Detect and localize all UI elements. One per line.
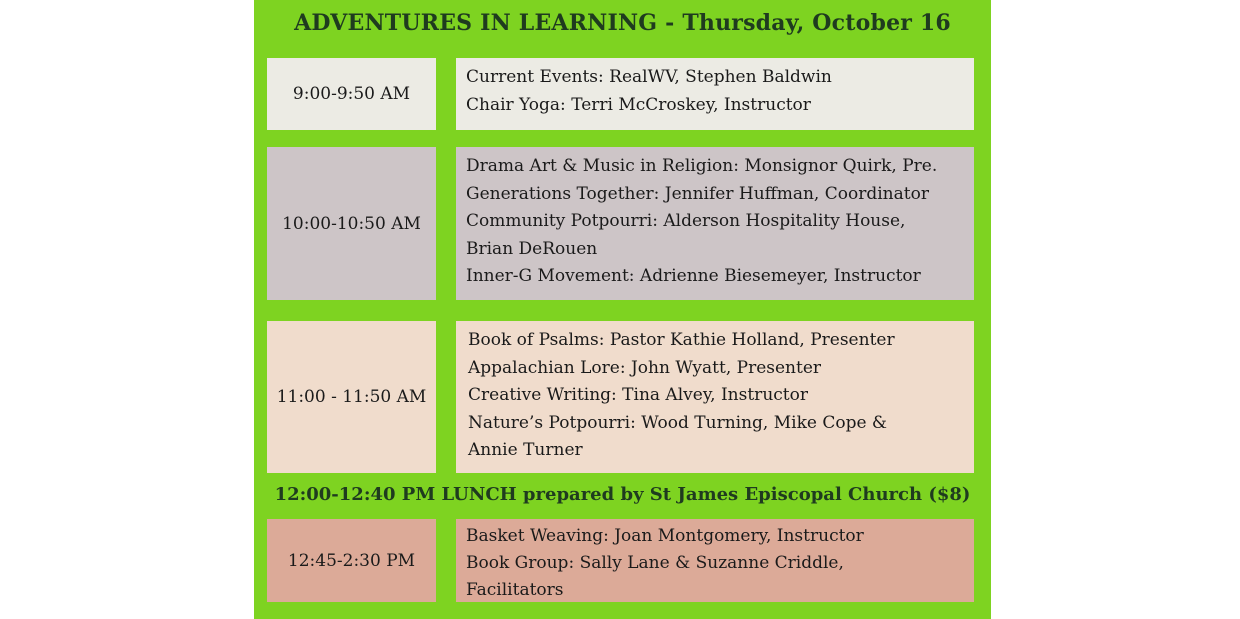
session-line: Drama Art & Music in Religion: Monsignor Quirk, Pre. bbox=[466, 156, 938, 176]
session-line: Facilitators bbox=[466, 580, 564, 600]
session-details-4 bbox=[456, 519, 974, 602]
lunch-banner: 12:00-12:40 PM LUNCH prepared by St James Episcopal Church ($8) bbox=[274, 484, 971, 505]
session-line: Chair Yoga: Terri McCroskey, Instructor bbox=[466, 94, 811, 115]
session-line: Annie Turner bbox=[468, 440, 583, 460]
session-line: Generations Together: Jennifer Huffman, Coordinator bbox=[466, 183, 929, 204]
time-label: 9:00-9:50 AM bbox=[292, 84, 411, 104]
time-slot-2 bbox=[267, 147, 436, 300]
schedule-board bbox=[254, 0, 991, 619]
session-line: Nature’s Potpourri: Wood Turning, Mike Cope & bbox=[468, 412, 888, 433]
session-line: Community Potpourri: Alderson Hospitality House, bbox=[466, 211, 906, 231]
time-slot-1 bbox=[267, 58, 436, 130]
session-line: Inner-G Movement: Adrienne Biesemeyer, Instructor bbox=[466, 266, 921, 286]
time-label: 12:45-2:30 PM bbox=[287, 550, 416, 571]
time-slot-3 bbox=[267, 321, 436, 473]
session-line: Book Group: Sally Lane & Suzanne Criddle, bbox=[466, 553, 844, 573]
session-line: Book of Psalms: Pastor Kathie Holland, Presenter bbox=[468, 330, 895, 350]
schedule-title: ADVENTURES IN LEARNING - Thursday, October 16 bbox=[294, 10, 951, 36]
session-line: Appalachian Lore: John Wyatt, Presenter bbox=[468, 357, 822, 378]
time-slot-4 bbox=[267, 519, 436, 602]
session-line: Basket Weaving: Joan Montgomery, Instructor bbox=[466, 526, 864, 546]
session-details-1 bbox=[456, 58, 974, 130]
session-line: Current Events: RealWV, Stephen Baldwin bbox=[466, 67, 832, 87]
session-details-2 bbox=[456, 147, 974, 300]
session-details-3 bbox=[456, 321, 974, 473]
session-line: Brian DeRouen bbox=[466, 238, 598, 259]
time-label: 11:00 - 11:50 AM bbox=[276, 387, 427, 407]
session-line: Creative Writing: Tina Alvey, Instructor bbox=[468, 385, 808, 405]
time-label: 10:00-10:50 AM bbox=[282, 213, 421, 234]
